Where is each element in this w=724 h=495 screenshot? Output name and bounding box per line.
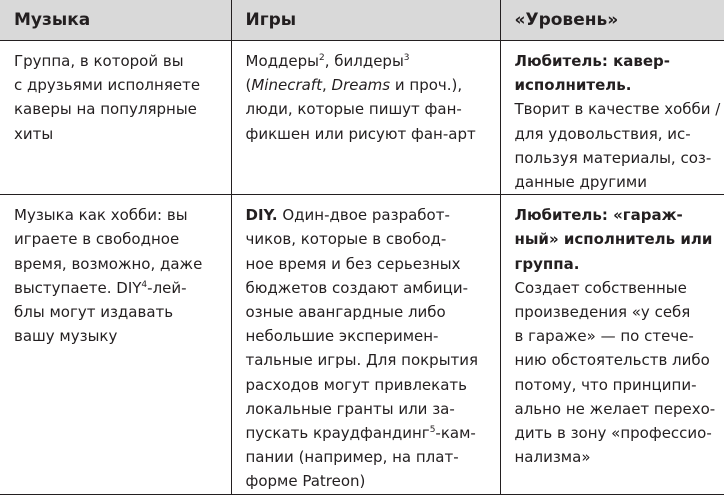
text-line: хиты xyxy=(14,122,231,146)
text-line: в гараже» — по стече- xyxy=(515,324,724,348)
text-line: дить в зону «профессио- xyxy=(515,421,724,445)
text-line: Группа, в которой вы xyxy=(14,49,231,73)
text-line: расходов могут привлекать xyxy=(246,373,500,397)
footnote-ref: 4 xyxy=(141,280,147,290)
level-title: Любитель: кавер- xyxy=(515,49,724,73)
header-row xyxy=(0,0,724,41)
text-line: с друзьями исполняете xyxy=(14,73,231,97)
level-title: исполнитель. xyxy=(515,73,724,97)
text-line: фикшен или рисуют фан-арт xyxy=(246,122,500,146)
text-line: выступаете. DIY$^4$-лей- xyxy=(14,276,231,300)
text-line: пании (например, на плат- xyxy=(246,445,500,469)
header-games: Игры xyxy=(231,0,500,41)
text-line: каверы на популярные xyxy=(14,97,231,121)
text-line: Моддеры$^2$, билдеры$^3$ xyxy=(246,49,500,73)
text-line: играете в свободное xyxy=(14,227,231,251)
text-line: вашу музыку xyxy=(14,324,231,348)
header-music: Музыка xyxy=(0,0,231,41)
table-row xyxy=(0,41,724,195)
text-line: тальные игры. Для покрытия xyxy=(246,348,500,372)
footnote-ref: 2 xyxy=(319,53,325,63)
text-line: DIY. Один-двое разработ- xyxy=(246,203,500,227)
diy-label: DIY. xyxy=(246,206,278,224)
level-title: Любитель: «гараж- xyxy=(515,203,724,227)
text-line: ально не желает перехо- xyxy=(515,397,724,421)
text-line: Создает собственные xyxy=(515,276,724,300)
text-line: форме Patreon) xyxy=(246,469,500,493)
text-line: для удовольствия, ис- xyxy=(515,122,724,146)
text-line: нию обстоятельств либо xyxy=(515,348,724,372)
cell-games xyxy=(231,41,500,195)
footnote-ref: 3 xyxy=(404,53,410,63)
text-line: Творит в качестве хобби / xyxy=(515,97,724,121)
header-level: «Уровень» xyxy=(500,0,724,41)
level-title: группа. xyxy=(515,252,724,276)
text-line: данные другими xyxy=(515,170,724,194)
level-title: ный» исполнитель или xyxy=(515,227,724,251)
title-minecraft: Minecraft xyxy=(251,76,322,94)
text-line: локальные гранты или за- xyxy=(246,397,500,421)
cell-music xyxy=(0,195,231,494)
text-line: произведения «у себя xyxy=(515,300,724,324)
cell-music xyxy=(0,41,231,195)
text-line: чиков, которые в свобод- xyxy=(246,227,500,251)
text-line: блы могут издавать xyxy=(14,300,231,324)
text-line: озные авангардные либо xyxy=(246,300,500,324)
text-line: потому, что принципи- xyxy=(515,373,724,397)
text-line: Музыка как хобби: вы xyxy=(14,203,231,227)
text-line: (Minecraft, Dreams и проч.), xyxy=(246,73,500,97)
table-row xyxy=(0,195,724,494)
text-line: пользуя материалы, соз- xyxy=(515,146,724,170)
text-line: ное время и без серьезных xyxy=(246,252,500,276)
text-line: люди, которые пишут фан- xyxy=(246,97,500,121)
text-line: бюджетов создают амбици- xyxy=(246,276,500,300)
footnote-ref: 5 xyxy=(430,425,436,435)
text-line: пускать краудфандинг$^5$-кам- xyxy=(246,421,500,445)
cell-level xyxy=(500,195,724,494)
text-line: нализма» xyxy=(515,445,724,469)
text-line: время, возможно, даже xyxy=(14,252,231,276)
text-line: небольшие эксперимен- xyxy=(246,324,500,348)
title-dreams: Dreams xyxy=(332,76,391,94)
cell-level xyxy=(500,41,724,195)
cell-games xyxy=(231,195,500,494)
